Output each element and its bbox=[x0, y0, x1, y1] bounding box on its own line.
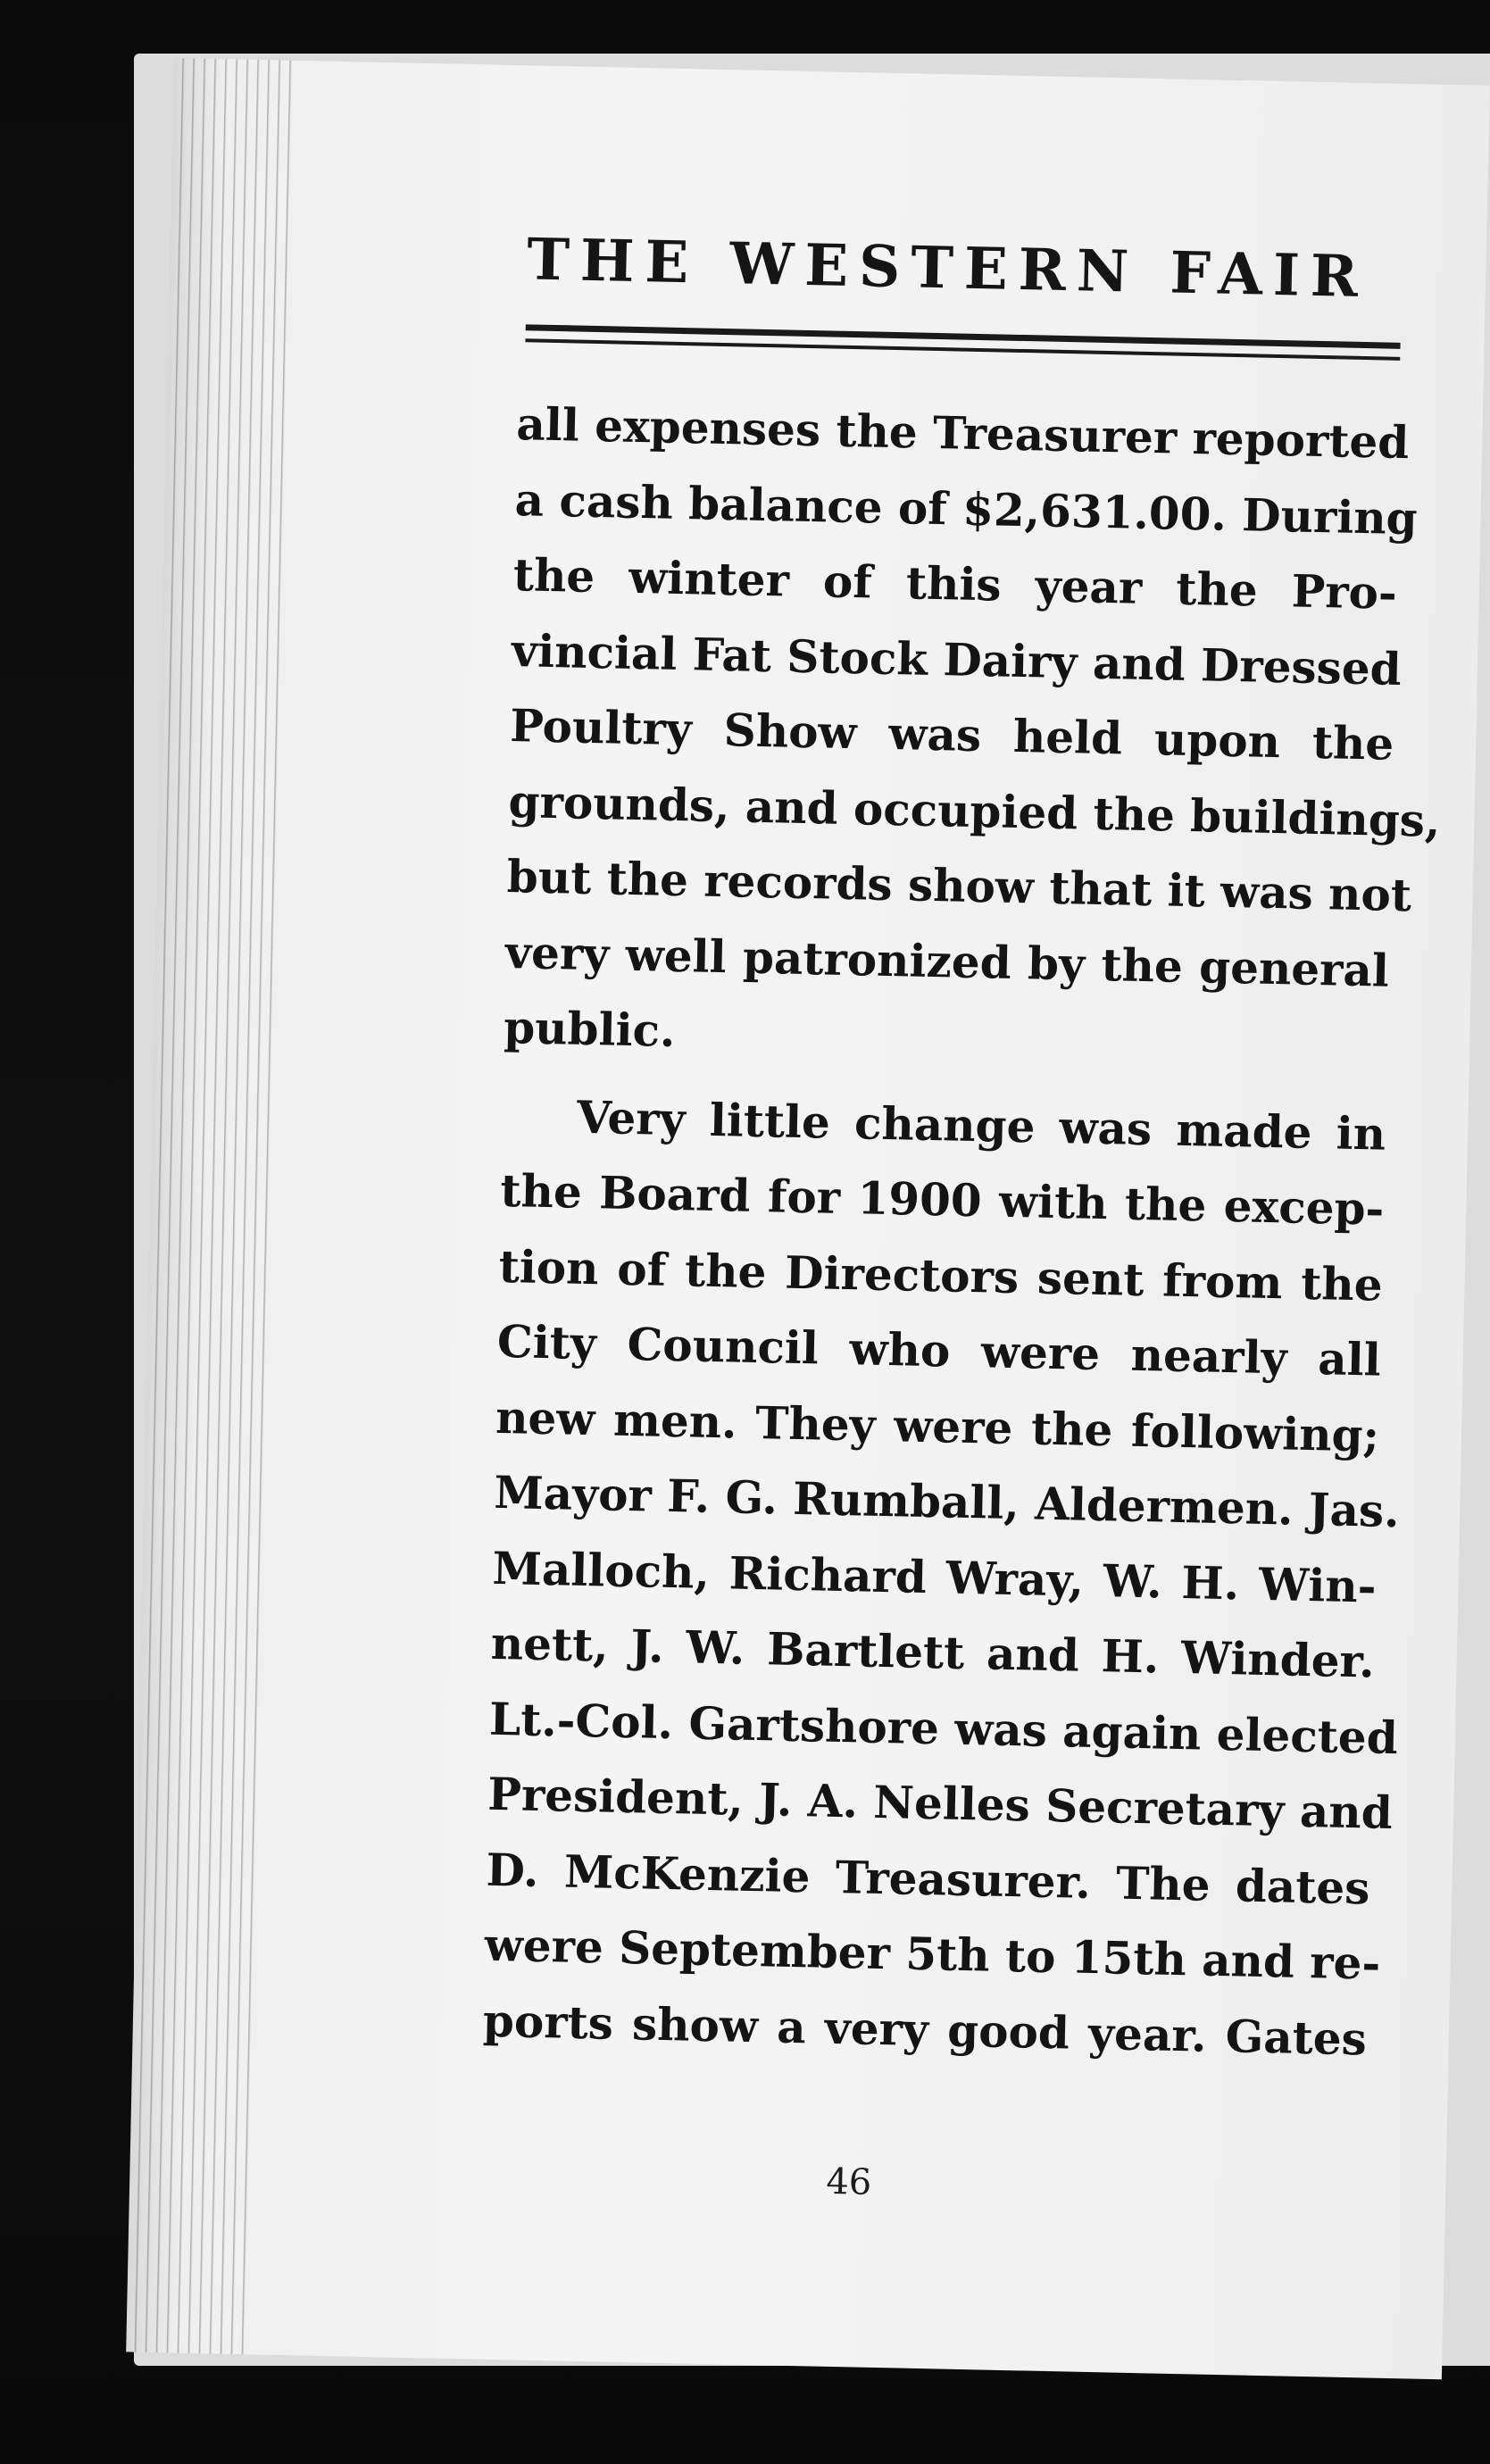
text-line: very well patronized by the general bbox=[504, 925, 1390, 997]
page-number: 46 bbox=[825, 2160, 872, 2203]
running-head: THE WESTERN FAIR bbox=[526, 226, 1369, 312]
text-line: City Council who were nearly all bbox=[496, 1314, 1382, 1386]
text-line: public. bbox=[503, 1000, 677, 1057]
text-line: but the records show that it was not bbox=[506, 850, 1412, 922]
text-line: nett, J. W. Bartlett and H. Winder. bbox=[490, 1616, 1376, 1688]
text-line: President, J. A. Nelles Secretary and bbox=[487, 1767, 1394, 1840]
page bbox=[126, 58, 1489, 2379]
text-line: new men. They were the following; bbox=[495, 1390, 1380, 1462]
text-line: a cash balance of $2,631.00. During bbox=[514, 472, 1419, 545]
text-line: tion of the Directors sent from the bbox=[498, 1239, 1384, 1311]
text-line: ports show a very good year. Gates bbox=[482, 1994, 1368, 2065]
text-line: vincial Fat Stock Dairy and Dressed bbox=[511, 623, 1403, 695]
text-line: Malloch, Richard Wray, W. H. Win- bbox=[492, 1541, 1378, 1613]
text-line: D. McKenzie Treasurer. The dates bbox=[485, 1843, 1370, 1914]
text-line: all expenses the Treasurer reported bbox=[515, 397, 1410, 470]
text-line: grounds, and occupied the buildings, bbox=[508, 774, 1441, 847]
text-line: Lt.-Col. Gartshore was again elected bbox=[488, 1692, 1399, 1764]
body-text bbox=[482, 387, 1441, 2077]
heading-rule-top bbox=[526, 324, 1401, 349]
text-line: were September 5th to 15th and re- bbox=[484, 1918, 1381, 1990]
text-line: Mayor F. G. Rumball, Aldermen. Jas. bbox=[493, 1465, 1401, 1538]
text-line: the Board for 1900 with the excep- bbox=[499, 1163, 1385, 1236]
text-line: the winter of this year the Pro- bbox=[512, 548, 1398, 620]
text-line: Very little change was made in bbox=[576, 1090, 1386, 1161]
text-line: Poultry Show was held upon the bbox=[509, 699, 1394, 770]
